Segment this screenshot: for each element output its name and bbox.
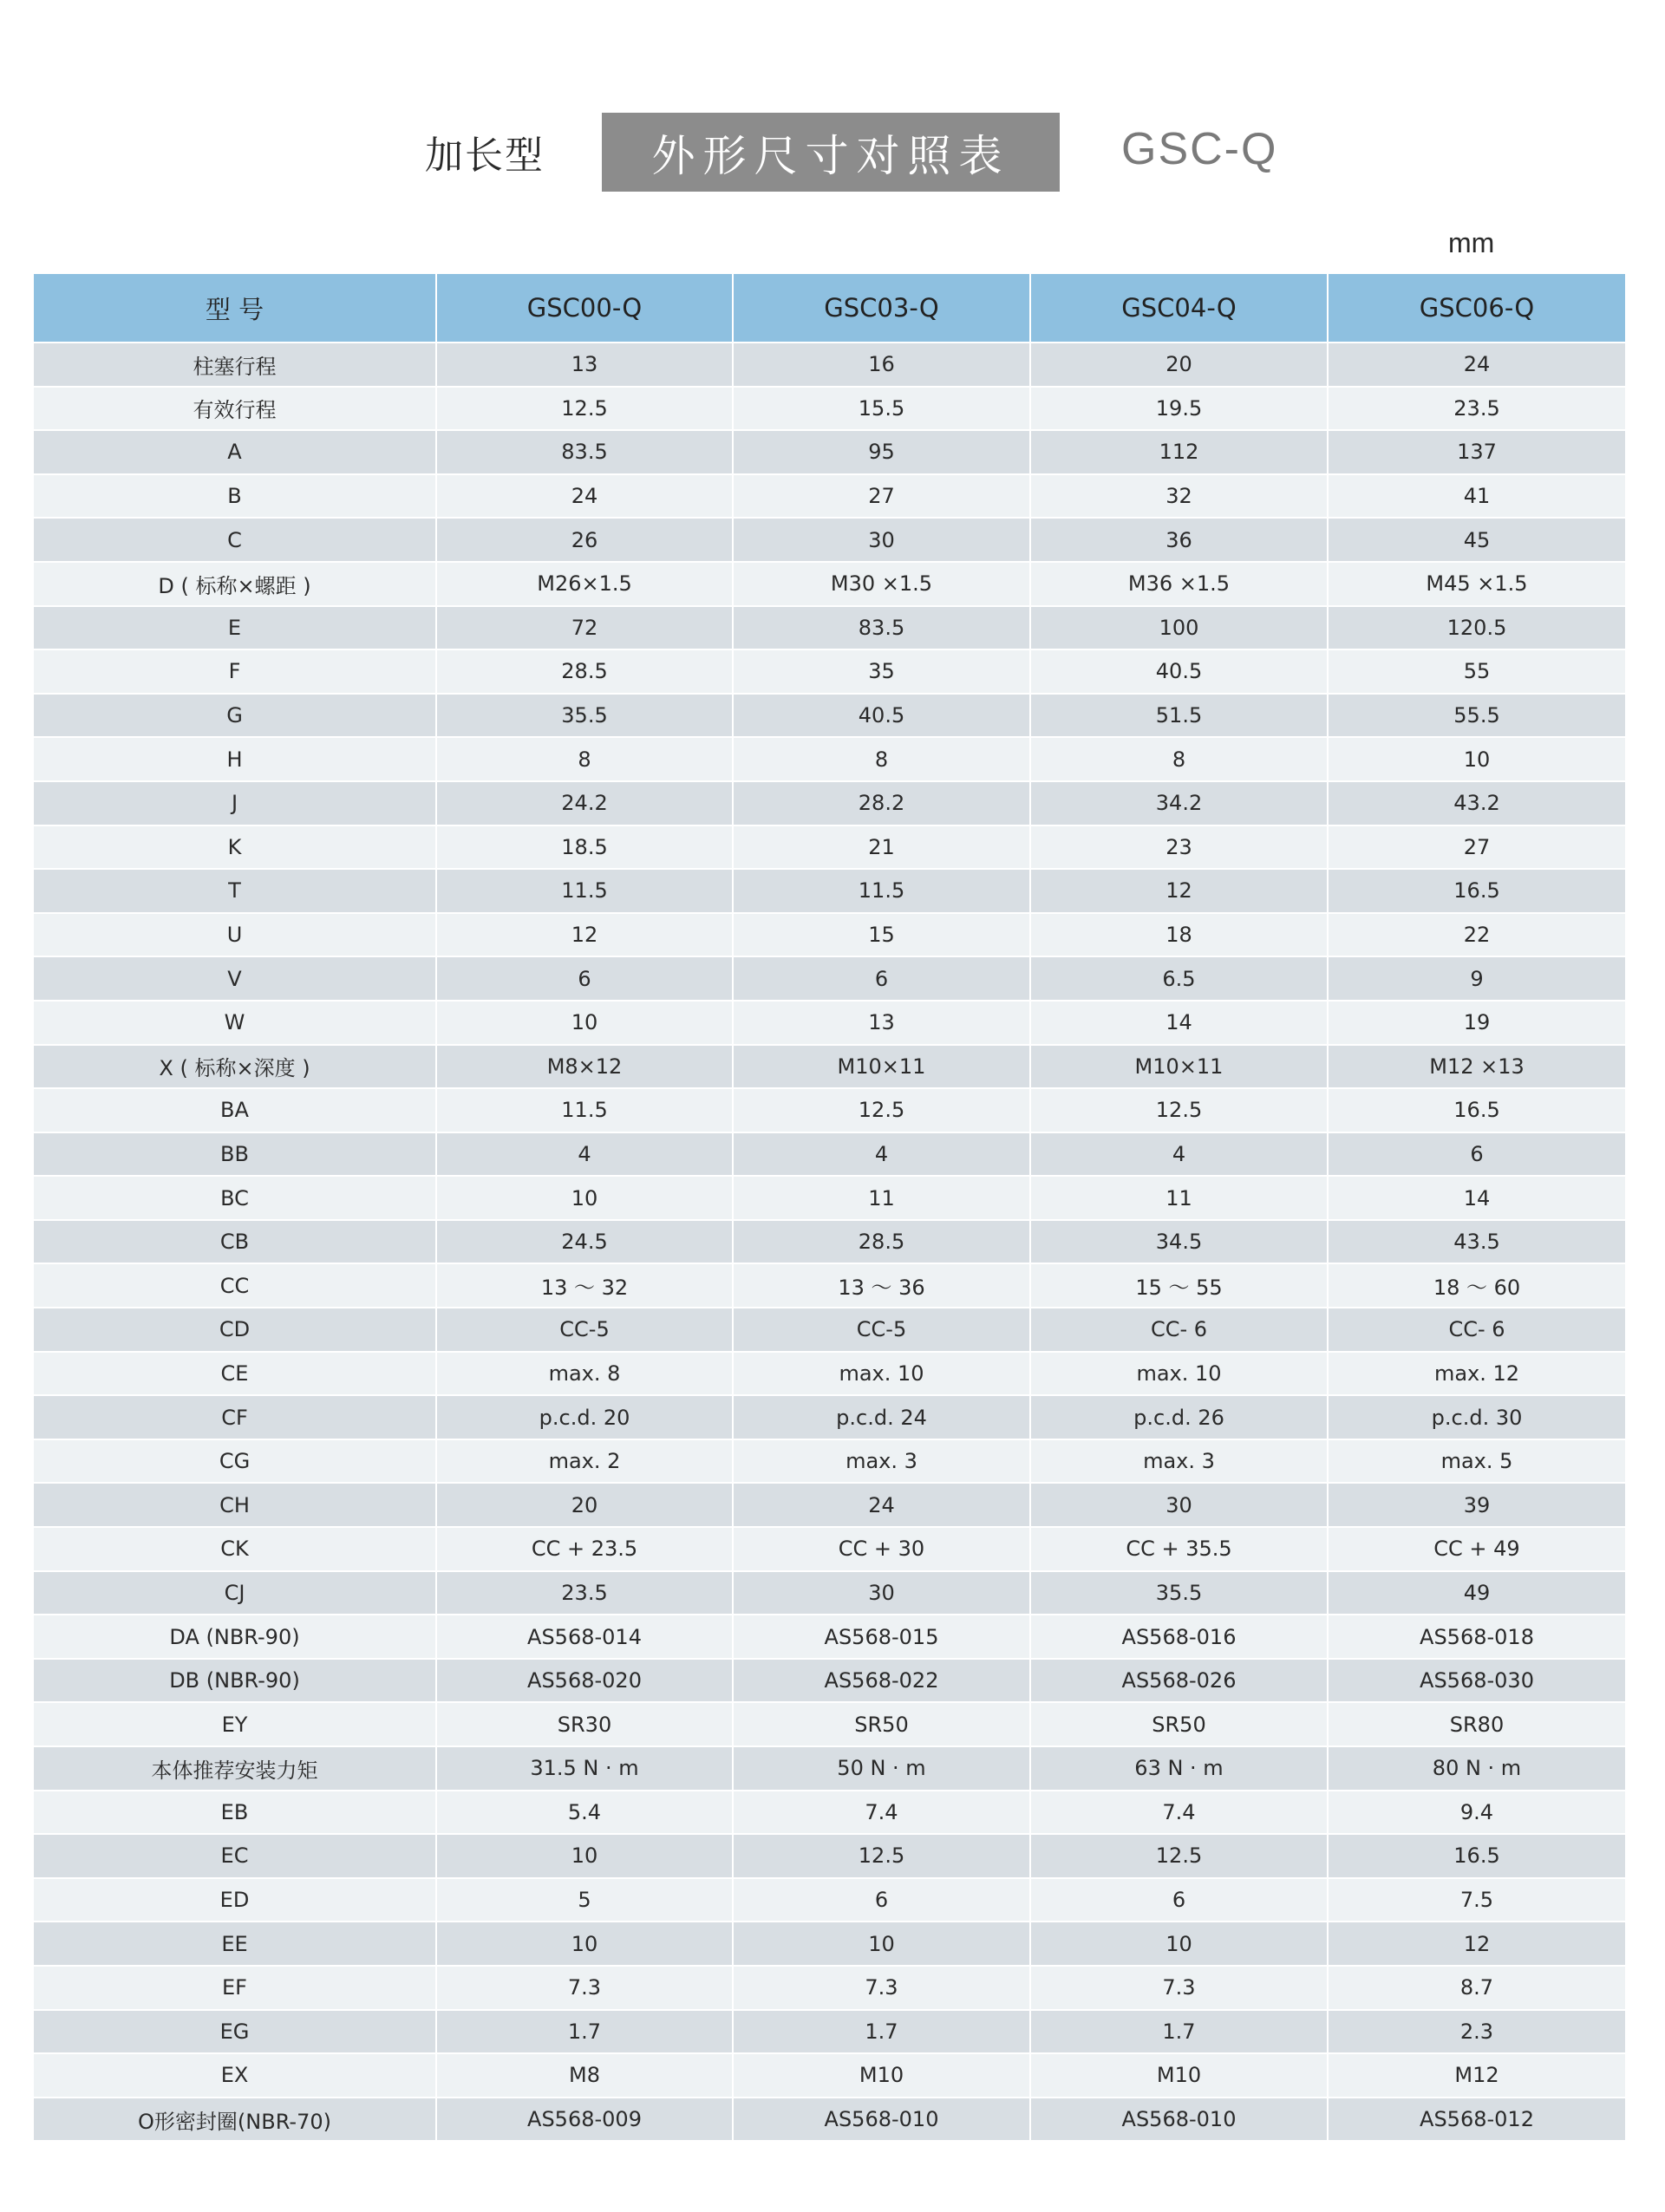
- cell-gsc04: 100: [1030, 606, 1328, 650]
- cell-gsc06: 27: [1328, 825, 1625, 870]
- cell-gsc03: 6: [733, 1878, 1030, 1922]
- row-label: B: [34, 474, 436, 519]
- table-row: [34, 956, 1625, 1001]
- cell-gsc04: 6.5: [1030, 956, 1328, 1001]
- cell-gsc04: 4: [1030, 1132, 1328, 1177]
- table-row: [34, 2053, 1625, 2098]
- cell-gsc03: 12.5: [733, 1834, 1030, 1878]
- cell-gsc04: M10: [1030, 2053, 1328, 2098]
- row-label: CE: [34, 1352, 436, 1396]
- row-label: E: [34, 606, 436, 650]
- cell-gsc03: 30: [733, 518, 1030, 562]
- cell-gsc06: 14: [1328, 1176, 1625, 1220]
- cell-gsc06: 7.5: [1328, 1878, 1625, 1922]
- table-row: [34, 649, 1625, 694]
- row-label: H: [34, 737, 436, 781]
- row-label: CC: [34, 1263, 436, 1308]
- table-row: [34, 1132, 1625, 1177]
- cell-gsc04: 63 N · m: [1030, 1746, 1328, 1791]
- cell-gsc03: 10: [733, 1922, 1030, 1966]
- row-label: EE: [34, 1922, 436, 1966]
- table-row: [34, 694, 1625, 738]
- cell-gsc04: 18: [1030, 913, 1328, 957]
- row-label: EB: [34, 1791, 436, 1835]
- table-row: [34, 1966, 1625, 2010]
- cell-gsc06: M12: [1328, 2053, 1625, 2098]
- cell-gsc06: AS568-018: [1328, 1615, 1625, 1659]
- cell-gsc00: 12: [436, 913, 733, 957]
- table-row: [34, 825, 1625, 870]
- cell-gsc00: 24: [436, 474, 733, 519]
- table-row: [34, 1834, 1625, 1878]
- variant-label: 加长型: [425, 134, 545, 178]
- table-row: [34, 1352, 1625, 1396]
- row-label: BB: [34, 1132, 436, 1177]
- table-row: [34, 1308, 1625, 1352]
- cell-gsc00: 24.5: [436, 1220, 733, 1264]
- cell-gsc04: M10×11: [1030, 1045, 1328, 1089]
- cell-gsc03: 4: [733, 1132, 1030, 1177]
- row-label: K: [34, 825, 436, 870]
- cell-gsc03: AS568-015: [733, 1615, 1030, 1659]
- cell-gsc04: 34.2: [1030, 781, 1328, 825]
- cell-gsc04: 19.5: [1030, 387, 1328, 431]
- cell-gsc06: 10: [1328, 737, 1625, 781]
- row-label: CF: [34, 1395, 436, 1439]
- cell-gsc03: p.c.d. 24: [733, 1395, 1030, 1439]
- cell-gsc03: 50 N · m: [733, 1746, 1030, 1791]
- cell-gsc06: 2.3: [1328, 2010, 1625, 2054]
- table-row: [34, 1878, 1625, 1922]
- cell-gsc00: 4: [436, 1132, 733, 1177]
- row-label: X ( 标称×深度 ): [34, 1045, 436, 1089]
- cell-gsc03: 35: [733, 649, 1030, 694]
- cell-gsc03: 95: [733, 430, 1030, 474]
- cell-gsc03: 7.3: [733, 1966, 1030, 2010]
- cell-gsc00: AS568-020: [436, 1659, 733, 1703]
- table-row: [34, 474, 1625, 519]
- cell-gsc06: CC + 49: [1328, 1527, 1625, 1571]
- table-row: [34, 1615, 1625, 1659]
- table-row: [34, 430, 1625, 474]
- cell-gsc00: 23.5: [436, 1571, 733, 1615]
- cell-gsc04: 6: [1030, 1878, 1328, 1922]
- row-label: A: [34, 430, 436, 474]
- row-label: BC: [34, 1176, 436, 1220]
- table-row: [34, 1527, 1625, 1571]
- cell-gsc00: 31.5 N · m: [436, 1746, 733, 1791]
- cell-gsc00: 18.5: [436, 825, 733, 870]
- cell-gsc00: 10: [436, 1176, 733, 1220]
- cell-gsc03: AS568-010: [733, 2098, 1030, 2141]
- table-row: [34, 913, 1625, 957]
- table-row: [34, 1263, 1625, 1308]
- row-label: F: [34, 649, 436, 694]
- column-header-gsc04: GSC04-Q: [1030, 274, 1328, 343]
- cell-gsc04: AS568-010: [1030, 2098, 1328, 2141]
- cell-gsc03: max. 10: [733, 1352, 1030, 1396]
- row-label: W: [34, 1001, 436, 1045]
- cell-gsc06: 24: [1328, 343, 1625, 387]
- cell-gsc04: 7.3: [1030, 1966, 1328, 2010]
- unit-label: mm: [1448, 227, 1495, 258]
- table-row: [34, 1483, 1625, 1527]
- cell-gsc04: CC + 35.5: [1030, 1527, 1328, 1571]
- row-label: D ( 标称×螺距 ): [34, 562, 436, 606]
- cell-gsc00: 20: [436, 1483, 733, 1527]
- cell-gsc06: 8.7: [1328, 1966, 1625, 2010]
- table-row: [34, 1791, 1625, 1835]
- row-label: EY: [34, 1702, 436, 1746]
- table-row: [34, 1702, 1625, 1746]
- table-row: [34, 869, 1625, 913]
- row-label: DB (NBR-90): [34, 1659, 436, 1703]
- row-label: EG: [34, 2010, 436, 2054]
- cell-gsc00: 10: [436, 1834, 733, 1878]
- cell-gsc04: 35.5: [1030, 1571, 1328, 1615]
- cell-gsc00: 5.4: [436, 1791, 733, 1835]
- cell-gsc06: AS568-012: [1328, 2098, 1625, 2141]
- cell-gsc04: 12.5: [1030, 1834, 1328, 1878]
- column-header-gsc00: GSC00-Q: [436, 274, 733, 343]
- cell-gsc04: 36: [1030, 518, 1328, 562]
- cell-gsc06: 39: [1328, 1483, 1625, 1527]
- row-label: EX: [34, 2053, 436, 2098]
- table-row: [34, 1220, 1625, 1264]
- cell-gsc03: CC + 30: [733, 1527, 1030, 1571]
- row-label: O形密封圈(NBR-70): [34, 2098, 436, 2141]
- cell-gsc00: 11.5: [436, 869, 733, 913]
- cell-gsc06: 16.5: [1328, 869, 1625, 913]
- cell-gsc03: max. 3: [733, 1439, 1030, 1484]
- row-label: G: [34, 694, 436, 738]
- cell-gsc03: 11.5: [733, 869, 1030, 913]
- cell-gsc00: 83.5: [436, 430, 733, 474]
- cell-gsc00: 5: [436, 1878, 733, 1922]
- table-row: [34, 518, 1625, 562]
- table-row: [34, 1176, 1625, 1220]
- cell-gsc03: 11: [733, 1176, 1030, 1220]
- table-row: [34, 2098, 1625, 2141]
- cell-gsc06: 19: [1328, 1001, 1625, 1045]
- cell-gsc03: AS568-022: [733, 1659, 1030, 1703]
- cell-gsc00: 10: [436, 1922, 733, 1966]
- table-row: [34, 1746, 1625, 1791]
- table-row: [34, 1571, 1625, 1615]
- cell-gsc03: 15: [733, 913, 1030, 957]
- cell-gsc04: 11: [1030, 1176, 1328, 1220]
- cell-gsc00: CC-5: [436, 1308, 733, 1352]
- table-row: [34, 387, 1625, 431]
- cell-gsc00: 26: [436, 518, 733, 562]
- cell-gsc06: p.c.d. 30: [1328, 1395, 1625, 1439]
- row-label: 有效行程: [34, 387, 436, 431]
- table-row: [34, 606, 1625, 650]
- cell-gsc00: 8: [436, 737, 733, 781]
- cell-gsc00: max. 8: [436, 1352, 733, 1396]
- cell-gsc06: 16.5: [1328, 1834, 1625, 1878]
- cell-gsc06: 55.5: [1328, 694, 1625, 738]
- cell-gsc03: SR50: [733, 1702, 1030, 1746]
- column-header-gsc06: GSC06-Q: [1328, 274, 1625, 343]
- row-label: BA: [34, 1088, 436, 1132]
- cell-gsc06: M45 ×1.5: [1328, 562, 1625, 606]
- cell-gsc06: max. 5: [1328, 1439, 1625, 1484]
- cell-gsc04: 51.5: [1030, 694, 1328, 738]
- table-row: [34, 343, 1625, 387]
- cell-gsc00: 72: [436, 606, 733, 650]
- row-label: V: [34, 956, 436, 1001]
- row-label: C: [34, 518, 436, 562]
- row-label: EF: [34, 1966, 436, 2010]
- cell-gsc04: AS568-026: [1030, 1659, 1328, 1703]
- cell-gsc03: 16: [733, 343, 1030, 387]
- cell-gsc03: 13: [733, 1001, 1030, 1045]
- table-row: [34, 562, 1625, 606]
- table-row: [34, 1088, 1625, 1132]
- page-title: 外形尺寸对照表: [602, 113, 1060, 192]
- cell-gsc03: 12.5: [733, 1088, 1030, 1132]
- cell-gsc00: max. 2: [436, 1439, 733, 1484]
- cell-gsc00: 11.5: [436, 1088, 733, 1132]
- table-row: [34, 1659, 1625, 1703]
- cell-gsc00: M8×12: [436, 1045, 733, 1089]
- column-header-model: 型 号: [34, 274, 436, 343]
- cell-gsc04: max. 3: [1030, 1439, 1328, 1484]
- cell-gsc06: 43.2: [1328, 781, 1625, 825]
- cell-gsc04: 12: [1030, 869, 1328, 913]
- cell-gsc00: CC + 23.5: [436, 1527, 733, 1571]
- cell-gsc03: 8: [733, 737, 1030, 781]
- cell-gsc03: 21: [733, 825, 1030, 870]
- table-row: [34, 781, 1625, 825]
- cell-gsc03: M10: [733, 2053, 1030, 2098]
- cell-gsc04: 23: [1030, 825, 1328, 870]
- cell-gsc04: 14: [1030, 1001, 1328, 1045]
- cell-gsc03: 13 ～ 36: [733, 1263, 1030, 1308]
- cell-gsc04: 40.5: [1030, 649, 1328, 694]
- cell-gsc06: 12: [1328, 1922, 1625, 1966]
- cell-gsc06: 6: [1328, 1132, 1625, 1177]
- cell-gsc06: 41: [1328, 474, 1625, 519]
- cell-gsc00: M8: [436, 2053, 733, 2098]
- cell-gsc00: 10: [436, 1001, 733, 1045]
- model-series: GSC-Q: [1121, 124, 1278, 174]
- cell-gsc06: 55: [1328, 649, 1625, 694]
- cell-gsc04: 15 ～ 55: [1030, 1263, 1328, 1308]
- row-label: EC: [34, 1834, 436, 1878]
- cell-gsc03: 30: [733, 1571, 1030, 1615]
- table-row: [34, 1045, 1625, 1089]
- table-row: [34, 737, 1625, 781]
- cell-gsc06: CC- 6: [1328, 1308, 1625, 1352]
- cell-gsc04: p.c.d. 26: [1030, 1395, 1328, 1439]
- cell-gsc06: 120.5: [1328, 606, 1625, 650]
- cell-gsc06: 137: [1328, 430, 1625, 474]
- cell-gsc06: AS568-030: [1328, 1659, 1625, 1703]
- cell-gsc00: 35.5: [436, 694, 733, 738]
- cell-gsc06: 49: [1328, 1571, 1625, 1615]
- table-header-row: [34, 274, 1625, 343]
- cell-gsc00: 6: [436, 956, 733, 1001]
- table-row: [34, 1439, 1625, 1484]
- row-label: 本体推荐安装力矩: [34, 1746, 436, 1791]
- column-header-gsc03: GSC03-Q: [733, 274, 1030, 343]
- cell-gsc03: M10×11: [733, 1045, 1030, 1089]
- cell-gsc06: 43.5: [1328, 1220, 1625, 1264]
- cell-gsc06: 9.4: [1328, 1791, 1625, 1835]
- cell-gsc03: CC-5: [733, 1308, 1030, 1352]
- cell-gsc00: 28.5: [436, 649, 733, 694]
- row-label: U: [34, 913, 436, 957]
- cell-gsc03: 83.5: [733, 606, 1030, 650]
- cell-gsc00: 24.2: [436, 781, 733, 825]
- cell-gsc03: 15.5: [733, 387, 1030, 431]
- dimension-table: [34, 274, 1625, 2140]
- cell-gsc03: 24: [733, 1483, 1030, 1527]
- row-label: CB: [34, 1220, 436, 1264]
- cell-gsc06: 16.5: [1328, 1088, 1625, 1132]
- cell-gsc03: 40.5: [733, 694, 1030, 738]
- row-label: T: [34, 869, 436, 913]
- cell-gsc04: 10: [1030, 1922, 1328, 1966]
- cell-gsc00: 1.7: [436, 2010, 733, 2054]
- cell-gsc00: 7.3: [436, 1966, 733, 2010]
- cell-gsc00: 13 ～ 32: [436, 1263, 733, 1308]
- cell-gsc06: SR80: [1328, 1702, 1625, 1746]
- table-body: [34, 343, 1625, 2140]
- cell-gsc04: 30: [1030, 1483, 1328, 1527]
- cell-gsc06: 45: [1328, 518, 1625, 562]
- cell-gsc04: 1.7: [1030, 2010, 1328, 2054]
- cell-gsc04: AS568-016: [1030, 1615, 1328, 1659]
- cell-gsc04: 12.5: [1030, 1088, 1328, 1132]
- cell-gsc04: 8: [1030, 737, 1328, 781]
- cell-gsc06: 23.5: [1328, 387, 1625, 431]
- row-label: ED: [34, 1878, 436, 1922]
- table-row: [34, 1922, 1625, 1966]
- row-label: 柱塞行程: [34, 343, 436, 387]
- table-row: [34, 2010, 1625, 2054]
- cell-gsc00: 12.5: [436, 387, 733, 431]
- cell-gsc04: M36 ×1.5: [1030, 562, 1328, 606]
- row-label: J: [34, 781, 436, 825]
- cell-gsc06: 22: [1328, 913, 1625, 957]
- cell-gsc03: 28.2: [733, 781, 1030, 825]
- cell-gsc00: p.c.d. 20: [436, 1395, 733, 1439]
- cell-gsc03: 27: [733, 474, 1030, 519]
- cell-gsc06: 9: [1328, 956, 1625, 1001]
- cell-gsc06: max. 12: [1328, 1352, 1625, 1396]
- cell-gsc06: M12 ×13: [1328, 1045, 1625, 1089]
- cell-gsc06: 80 N · m: [1328, 1746, 1625, 1791]
- row-label: CH: [34, 1483, 436, 1527]
- cell-gsc03: 6: [733, 956, 1030, 1001]
- table-row: [34, 1395, 1625, 1439]
- row-label: CJ: [34, 1571, 436, 1615]
- cell-gsc00: 13: [436, 343, 733, 387]
- cell-gsc03: 28.5: [733, 1220, 1030, 1264]
- cell-gsc00: SR30: [436, 1702, 733, 1746]
- cell-gsc00: M26×1.5: [436, 562, 733, 606]
- cell-gsc04: 7.4: [1030, 1791, 1328, 1835]
- cell-gsc04: 34.5: [1030, 1220, 1328, 1264]
- cell-gsc04: 32: [1030, 474, 1328, 519]
- cell-gsc04: 112: [1030, 430, 1328, 474]
- cell-gsc04: max. 10: [1030, 1352, 1328, 1396]
- cell-gsc04: SR50: [1030, 1702, 1328, 1746]
- row-label: CK: [34, 1527, 436, 1571]
- cell-gsc00: AS568-009: [436, 2098, 733, 2141]
- cell-gsc03: 7.4: [733, 1791, 1030, 1835]
- cell-gsc06: 18 ～ 60: [1328, 1263, 1625, 1308]
- cell-gsc00: AS568-014: [436, 1615, 733, 1659]
- row-label: CD: [34, 1308, 436, 1352]
- table-row: [34, 1001, 1625, 1045]
- row-label: CG: [34, 1439, 436, 1484]
- row-label: DA (NBR-90): [34, 1615, 436, 1659]
- cell-gsc03: 1.7: [733, 2010, 1030, 2054]
- cell-gsc03: M30 ×1.5: [733, 562, 1030, 606]
- cell-gsc04: CC- 6: [1030, 1308, 1328, 1352]
- cell-gsc04: 20: [1030, 343, 1328, 387]
